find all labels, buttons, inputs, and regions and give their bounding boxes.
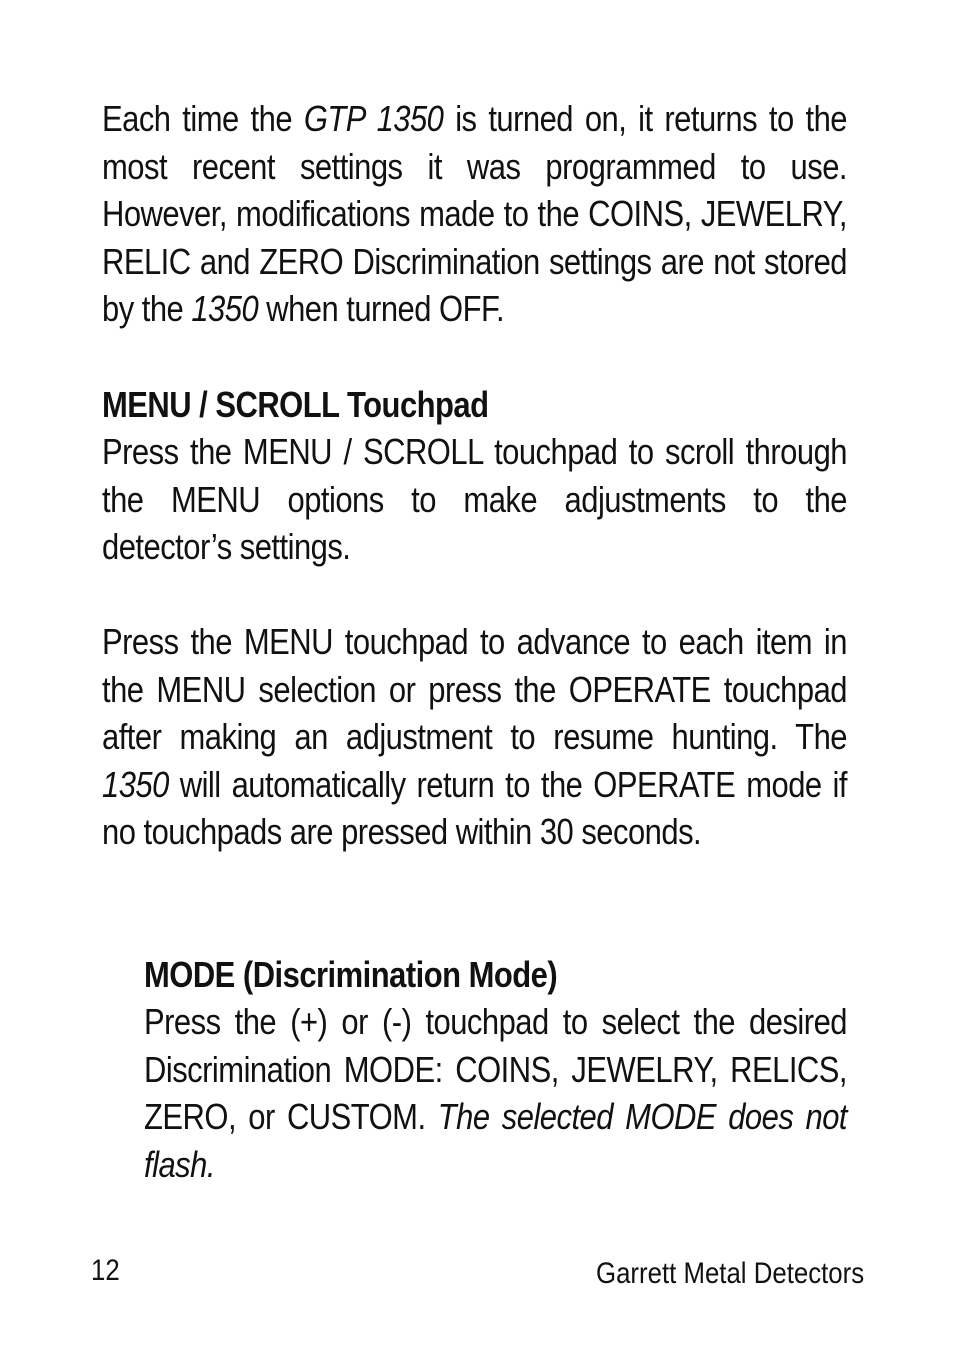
menu-scroll-paragraph: Press the MENU / SCROLL touchpad to scroll through the MENU options to make adjustments to the detector’s settings. (102, 431, 847, 567)
intro-text-2: is turned on, it returns to the most recent settings it was programmed to use. However, modifications made to the COINS, JEWELRY, RELIC and ZERO Discrimination settings are not stored by the (102, 98, 847, 329)
intro-text-1: Each time the (102, 98, 304, 139)
menu-advance-paragraph (102, 618, 847, 856)
menu-advance-text-2: will automatically return to the OPERATE mode if no touchpads are pressed within 30 seconds. (102, 763, 847, 852)
menu-scroll-heading: MENU / SCROLL Touchpad (102, 384, 489, 425)
intro-text-3: when turned OFF. (258, 288, 505, 329)
page-number: 12 (91, 1254, 120, 1287)
footer-brand: Garrett Metal Detectors (596, 1257, 865, 1290)
model-short: 1350 (191, 288, 259, 329)
mode-paragraph (144, 998, 847, 1188)
menu-advance-text-1: Press the MENU touchpad to advance to each item in the MENU selection or press the OPERATE touchpad after making an adjustment to resume hunting. The (102, 621, 847, 757)
model-name: GTP 1350 (303, 98, 444, 139)
intro-paragraph (102, 95, 847, 333)
mode-heading: MODE (Discrimination Mode) (144, 954, 558, 995)
menu-advance-model: 1350 (102, 763, 169, 805)
mode-italic-note: The selected MODE does not flash. (144, 1096, 847, 1185)
mode-text: Press the (+) or (-) touchpad to select the desired Discrimination MODE: COINS, JEWELRY, RELICS, ZERO, or CUSTOM. (144, 1001, 847, 1137)
